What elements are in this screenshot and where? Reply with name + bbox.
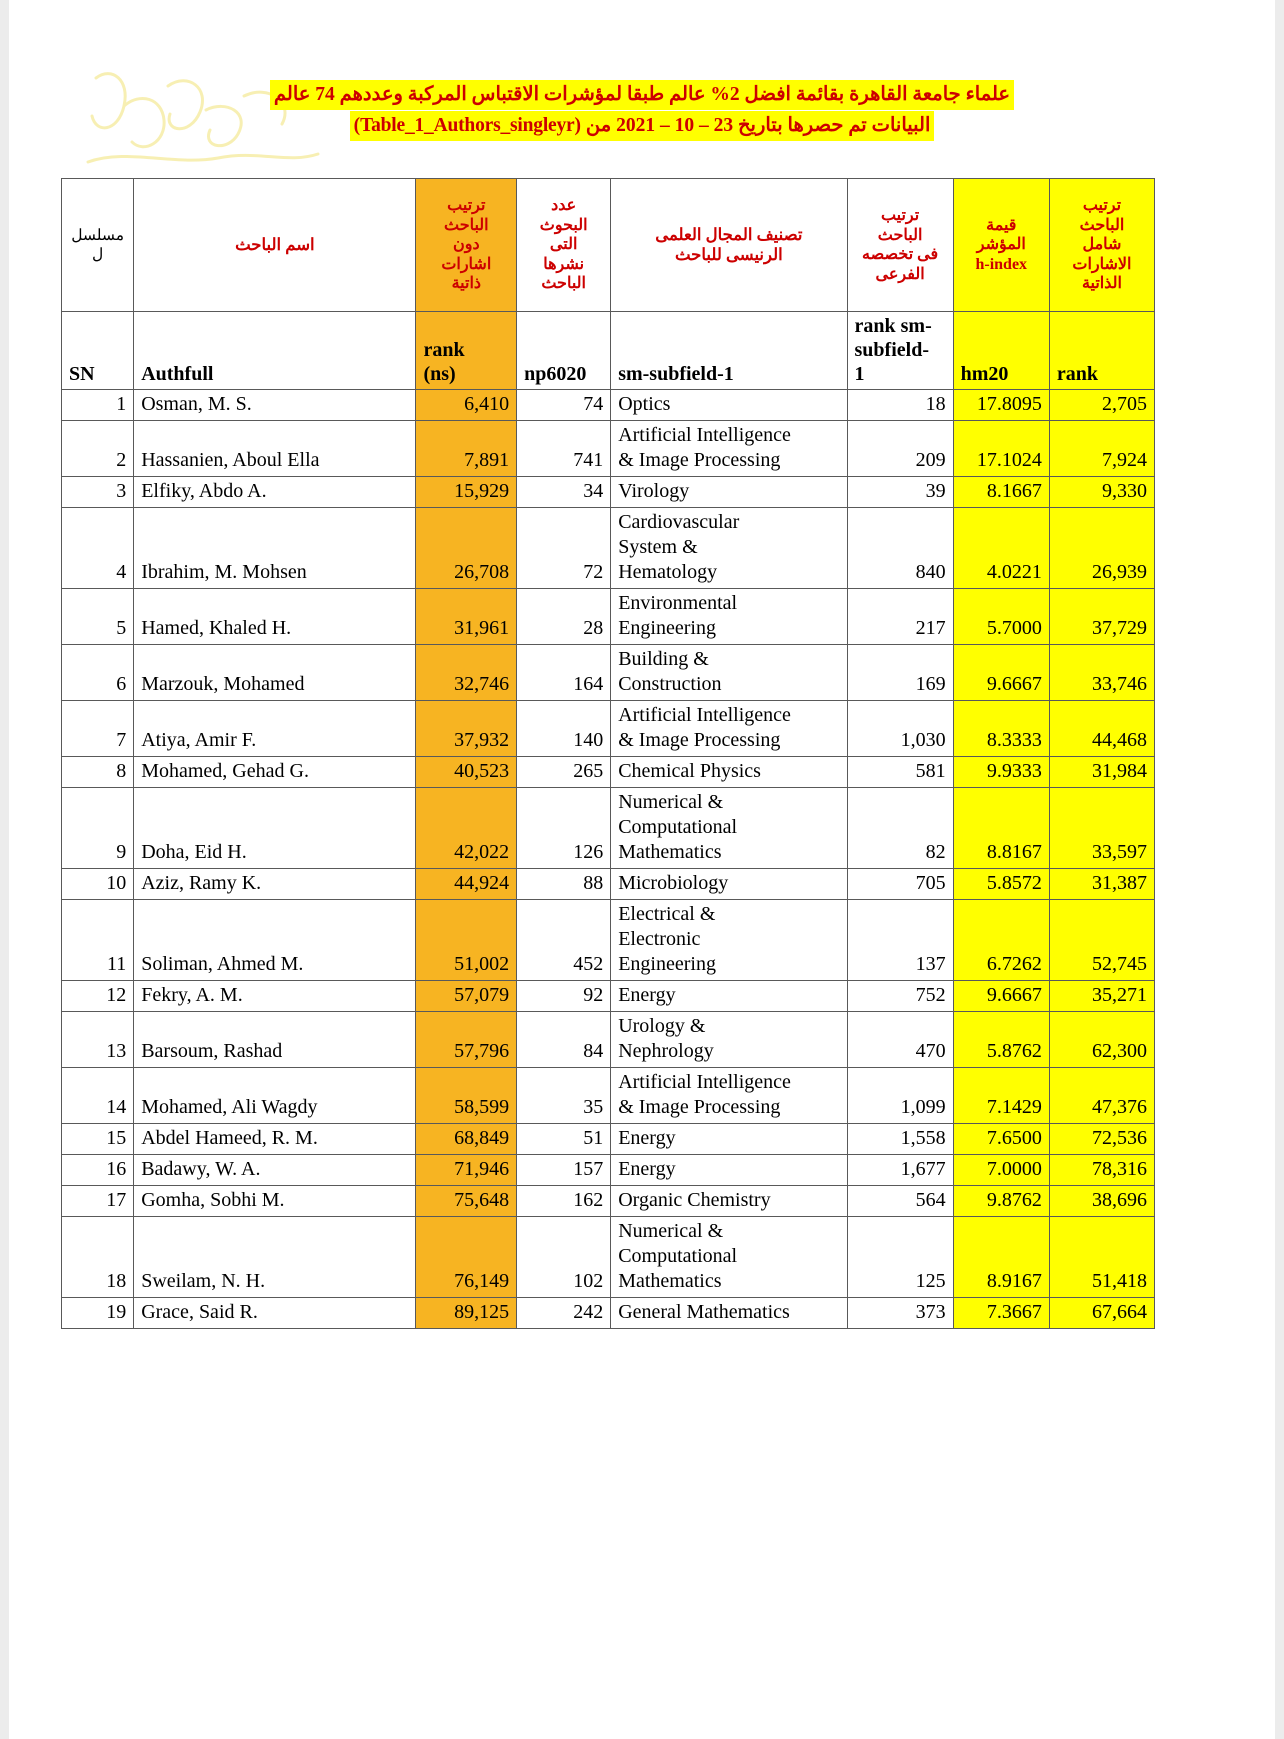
cell-np6020: 88	[517, 869, 611, 900]
cell-hm20: 7.3667	[953, 1298, 1049, 1329]
cell-author: Fekry, A. M.	[134, 981, 416, 1012]
cell-hm20: 4.0221	[953, 508, 1049, 589]
cell-author: Abdel Hameed, R. M.	[134, 1124, 416, 1155]
header-ar-sm-rank: ترتيب الباحث فى تخصصه الفرعى	[847, 179, 953, 312]
table-row	[62, 1298, 1155, 1329]
cell-sm-rank: 705	[847, 869, 953, 900]
header-ar-rank: ترتيب الباحث شامل الاشارات الذاتية	[1049, 179, 1154, 312]
cell-author: Soliman, Ahmed M.	[134, 900, 416, 981]
cell-rank: 33,597	[1049, 788, 1154, 869]
table-row	[62, 788, 1155, 869]
page-edge-left	[0, 0, 9, 1739]
cell-rank-ns: 76,149	[416, 1217, 517, 1298]
cell-rank: 35,271	[1049, 981, 1154, 1012]
cell-subfield: Artificial Intelligence & Image Processing	[611, 1068, 847, 1124]
cell-rank-ns: 57,079	[416, 981, 517, 1012]
cell-subfield: General Mathematics	[611, 1298, 847, 1329]
cell-sn: 16	[62, 1155, 134, 1186]
cell-author: Barsoum, Rashad	[134, 1012, 416, 1068]
cell-hm20: 17.8095	[953, 390, 1049, 421]
cell-author: Mohamed, Gehad G.	[134, 757, 416, 788]
table-row	[62, 421, 1155, 477]
cell-rank: 72,536	[1049, 1124, 1154, 1155]
cell-hm20: 17.1024	[953, 421, 1049, 477]
cell-np6020: 162	[517, 1186, 611, 1217]
cell-hm20: 7.0000	[953, 1155, 1049, 1186]
cell-rank: 47,376	[1049, 1068, 1154, 1124]
cell-sn: 7	[62, 701, 134, 757]
cell-subfield: Cardiovascular System & Hematology	[611, 508, 847, 589]
cell-rank: 2,705	[1049, 390, 1154, 421]
cell-np6020: 741	[517, 421, 611, 477]
header-ar-sn: مسلسل ل	[62, 179, 134, 312]
cell-subfield: Microbiology	[611, 869, 847, 900]
table-row	[62, 645, 1155, 701]
cell-sn: 6	[62, 645, 134, 701]
cell-author: Sweilam, N. H.	[134, 1217, 416, 1298]
cell-rank: 9,330	[1049, 477, 1154, 508]
authors-table	[61, 178, 1155, 1329]
cell-sm-rank: 18	[847, 390, 953, 421]
cell-rank-ns: 7,891	[416, 421, 517, 477]
table-row	[62, 477, 1155, 508]
cell-sn: 15	[62, 1124, 134, 1155]
cell-np6020: 140	[517, 701, 611, 757]
cell-rank-ns: 51,002	[416, 900, 517, 981]
cell-hm20: 9.6667	[953, 645, 1049, 701]
cell-rank: 78,316	[1049, 1155, 1154, 1186]
cell-author: Marzouk, Mohamed	[134, 645, 416, 701]
cell-subfield: Artificial Intelligence & Image Processing	[611, 421, 847, 477]
cell-sm-rank: 209	[847, 421, 953, 477]
cell-hm20: 5.7000	[953, 589, 1049, 645]
cell-author: Mohamed, Ali Wagdy	[134, 1068, 416, 1124]
cell-rank: 52,745	[1049, 900, 1154, 981]
table-row	[62, 589, 1155, 645]
cell-sn: 1	[62, 390, 134, 421]
cell-sn: 11	[62, 900, 134, 981]
cell-author: Ibrahim, M. Mohsen	[134, 508, 416, 589]
cell-rank-ns: 57,796	[416, 1012, 517, 1068]
cell-rank: 67,664	[1049, 1298, 1154, 1329]
cell-np6020: 102	[517, 1217, 611, 1298]
cell-rank-ns: 75,648	[416, 1186, 517, 1217]
cell-subfield: Artificial Intelligence & Image Processing	[611, 701, 847, 757]
cell-rank: 44,468	[1049, 701, 1154, 757]
cell-rank: 7,924	[1049, 421, 1154, 477]
cell-rank: 31,984	[1049, 757, 1154, 788]
cell-np6020: 126	[517, 788, 611, 869]
header-en-np6020: np6020	[517, 312, 611, 390]
cell-np6020: 84	[517, 1012, 611, 1068]
header-en-author: Authfull	[134, 312, 416, 390]
cell-hm20: 8.9167	[953, 1217, 1049, 1298]
header-ar-author: اسم الباحث	[134, 179, 416, 312]
cell-sm-rank: 1,677	[847, 1155, 953, 1186]
cell-rank-ns: 58,599	[416, 1068, 517, 1124]
cell-subfield: Energy	[611, 1124, 847, 1155]
cell-rank: 31,387	[1049, 869, 1154, 900]
cell-sn: 8	[62, 757, 134, 788]
cell-rank-ns: 31,961	[416, 589, 517, 645]
header-ar-rank-ns: ترتيب الباحث دون اشارات ذاتية	[416, 179, 517, 312]
cell-author: Hamed, Khaled H.	[134, 589, 416, 645]
cell-rank-ns: 71,946	[416, 1155, 517, 1186]
cell-rank-ns: 89,125	[416, 1298, 517, 1329]
cell-rank-ns: 32,746	[416, 645, 517, 701]
cell-subfield: Organic Chemistry	[611, 1186, 847, 1217]
cell-hm20: 8.8167	[953, 788, 1049, 869]
cell-sn: 3	[62, 477, 134, 508]
cell-np6020: 28	[517, 589, 611, 645]
cell-rank: 33,746	[1049, 645, 1154, 701]
table-row	[62, 1012, 1155, 1068]
header-ar-subfield: تصنيف المجال العلمى الرنيسى للباحث	[611, 179, 847, 312]
cell-rank: 37,729	[1049, 589, 1154, 645]
authors-table-wrapper	[61, 178, 1155, 1329]
table-row	[62, 981, 1155, 1012]
cell-author: Elfiky, Abdo A.	[134, 477, 416, 508]
header-en-subfield: sm-subfield-1	[611, 312, 847, 390]
table-row	[62, 1155, 1155, 1186]
cell-sn: 14	[62, 1068, 134, 1124]
cell-rank-ns: 26,708	[416, 508, 517, 589]
cell-subfield: Electrical & Electronic Engineering	[611, 900, 847, 981]
cell-hm20: 9.6667	[953, 981, 1049, 1012]
cell-rank: 62,300	[1049, 1012, 1154, 1068]
cell-rank: 26,939	[1049, 508, 1154, 589]
cell-rank: 38,696	[1049, 1186, 1154, 1217]
cell-subfield: Urology & Nephrology	[611, 1012, 847, 1068]
cell-sm-rank: 373	[847, 1298, 953, 1329]
cell-sn: 13	[62, 1012, 134, 1068]
table-row	[62, 1068, 1155, 1124]
cell-author: Aziz, Ramy K.	[134, 869, 416, 900]
cell-sm-rank: 752	[847, 981, 953, 1012]
cell-sn: 17	[62, 1186, 134, 1217]
cell-np6020: 74	[517, 390, 611, 421]
table-row	[62, 1124, 1155, 1155]
cell-sm-rank: 137	[847, 900, 953, 981]
table-row	[62, 869, 1155, 900]
cell-rank-ns: 40,523	[416, 757, 517, 788]
cell-sm-rank: 1,099	[847, 1068, 953, 1124]
cell-author: Hassanien, Aboul Ella	[134, 421, 416, 477]
cell-sn: 10	[62, 869, 134, 900]
cell-np6020: 72	[517, 508, 611, 589]
header-ar-hm20: قيمة المؤشر h-index	[953, 179, 1049, 312]
cell-rank-ns: 42,022	[416, 788, 517, 869]
cell-hm20: 8.3333	[953, 701, 1049, 757]
cell-rank-ns: 68,849	[416, 1124, 517, 1155]
cell-sm-rank: 169	[847, 645, 953, 701]
cell-sm-rank: 1,558	[847, 1124, 953, 1155]
cell-np6020: 265	[517, 757, 611, 788]
cell-sn: 4	[62, 508, 134, 589]
header-en-hm20: hm20	[953, 312, 1049, 390]
cell-hm20: 8.1667	[953, 477, 1049, 508]
header-en-sn: SN	[62, 312, 134, 390]
cell-subfield: Environmental Engineering	[611, 589, 847, 645]
cell-hm20: 9.9333	[953, 757, 1049, 788]
cell-np6020: 35	[517, 1068, 611, 1124]
cell-author: Osman, M. S.	[134, 390, 416, 421]
document-title	[0, 80, 1284, 141]
cell-sn: 5	[62, 589, 134, 645]
cell-sm-rank: 82	[847, 788, 953, 869]
table-row	[62, 900, 1155, 981]
cell-author: Grace, Said R.	[134, 1298, 416, 1329]
table-row	[62, 508, 1155, 589]
cell-subfield: Energy	[611, 1155, 847, 1186]
cell-author: Doha, Eid H.	[134, 788, 416, 869]
cell-subfield: Building & Construction	[611, 645, 847, 701]
cell-rank-ns: 15,929	[416, 477, 517, 508]
cell-np6020: 92	[517, 981, 611, 1012]
header-en-rank-ns: rank (ns)	[416, 312, 517, 390]
cell-author: Badawy, W. A.	[134, 1155, 416, 1186]
cell-np6020: 242	[517, 1298, 611, 1329]
cell-sn: 2	[62, 421, 134, 477]
cell-sm-rank: 581	[847, 757, 953, 788]
cell-np6020: 157	[517, 1155, 611, 1186]
cell-author: Atiya, Amir F.	[134, 701, 416, 757]
header-row-english	[62, 312, 1155, 390]
cell-rank-ns: 37,932	[416, 701, 517, 757]
cell-rank-ns: 6,410	[416, 390, 517, 421]
cell-np6020: 51	[517, 1124, 611, 1155]
cell-sn: 19	[62, 1298, 134, 1329]
cell-sm-rank: 840	[847, 508, 953, 589]
table-row	[62, 757, 1155, 788]
table-row	[62, 390, 1155, 421]
cell-subfield: Virology	[611, 477, 847, 508]
cell-sn: 9	[62, 788, 134, 869]
cell-hm20: 7.6500	[953, 1124, 1049, 1155]
cell-rank: 51,418	[1049, 1217, 1154, 1298]
cell-hm20: 5.8572	[953, 869, 1049, 900]
header-en-rank: rank	[1049, 312, 1154, 390]
cell-subfield: Numerical & Computational Mathematics	[611, 788, 847, 869]
cell-subfield: Energy	[611, 981, 847, 1012]
table-row	[62, 1186, 1155, 1217]
cell-np6020: 452	[517, 900, 611, 981]
cell-rank-ns: 44,924	[416, 869, 517, 900]
cell-sm-rank: 39	[847, 477, 953, 508]
cell-hm20: 6.7262	[953, 900, 1049, 981]
header-ar-np6020: عدد البحوث التى نشرها الباحث	[517, 179, 611, 312]
page-edge-right	[1275, 0, 1284, 1739]
cell-sm-rank: 470	[847, 1012, 953, 1068]
header-en-sm-rank: rank sm- subfield- 1	[847, 312, 953, 390]
cell-sm-rank: 125	[847, 1217, 953, 1298]
cell-subfield: Optics	[611, 390, 847, 421]
title-line-1: علماء جامعة القاهرة بقائمة افضل 2% عالم طبقا لمؤشرات الاقتباس المركبة وعددهم 74 عالم	[270, 80, 1014, 110]
title-line-2: البيانات تم حصرها بتاريخ 23 – 10 – 2021 من (Table_1_Authors_singleyr)	[350, 111, 935, 141]
cell-author: Gomha, Sobhi M.	[134, 1186, 416, 1217]
cell-np6020: 34	[517, 477, 611, 508]
cell-sm-rank: 217	[847, 589, 953, 645]
cell-hm20: 9.8762	[953, 1186, 1049, 1217]
cell-subfield: Numerical & Computational Mathematics	[611, 1217, 847, 1298]
cell-hm20: 5.8762	[953, 1012, 1049, 1068]
cell-np6020: 164	[517, 645, 611, 701]
table-row	[62, 1217, 1155, 1298]
cell-sn: 12	[62, 981, 134, 1012]
cell-sn: 18	[62, 1217, 134, 1298]
header-row-arabic	[62, 179, 1155, 312]
cell-sm-rank: 1,030	[847, 701, 953, 757]
cell-subfield: Chemical Physics	[611, 757, 847, 788]
cell-hm20: 7.1429	[953, 1068, 1049, 1124]
cell-sm-rank: 564	[847, 1186, 953, 1217]
table-row	[62, 701, 1155, 757]
